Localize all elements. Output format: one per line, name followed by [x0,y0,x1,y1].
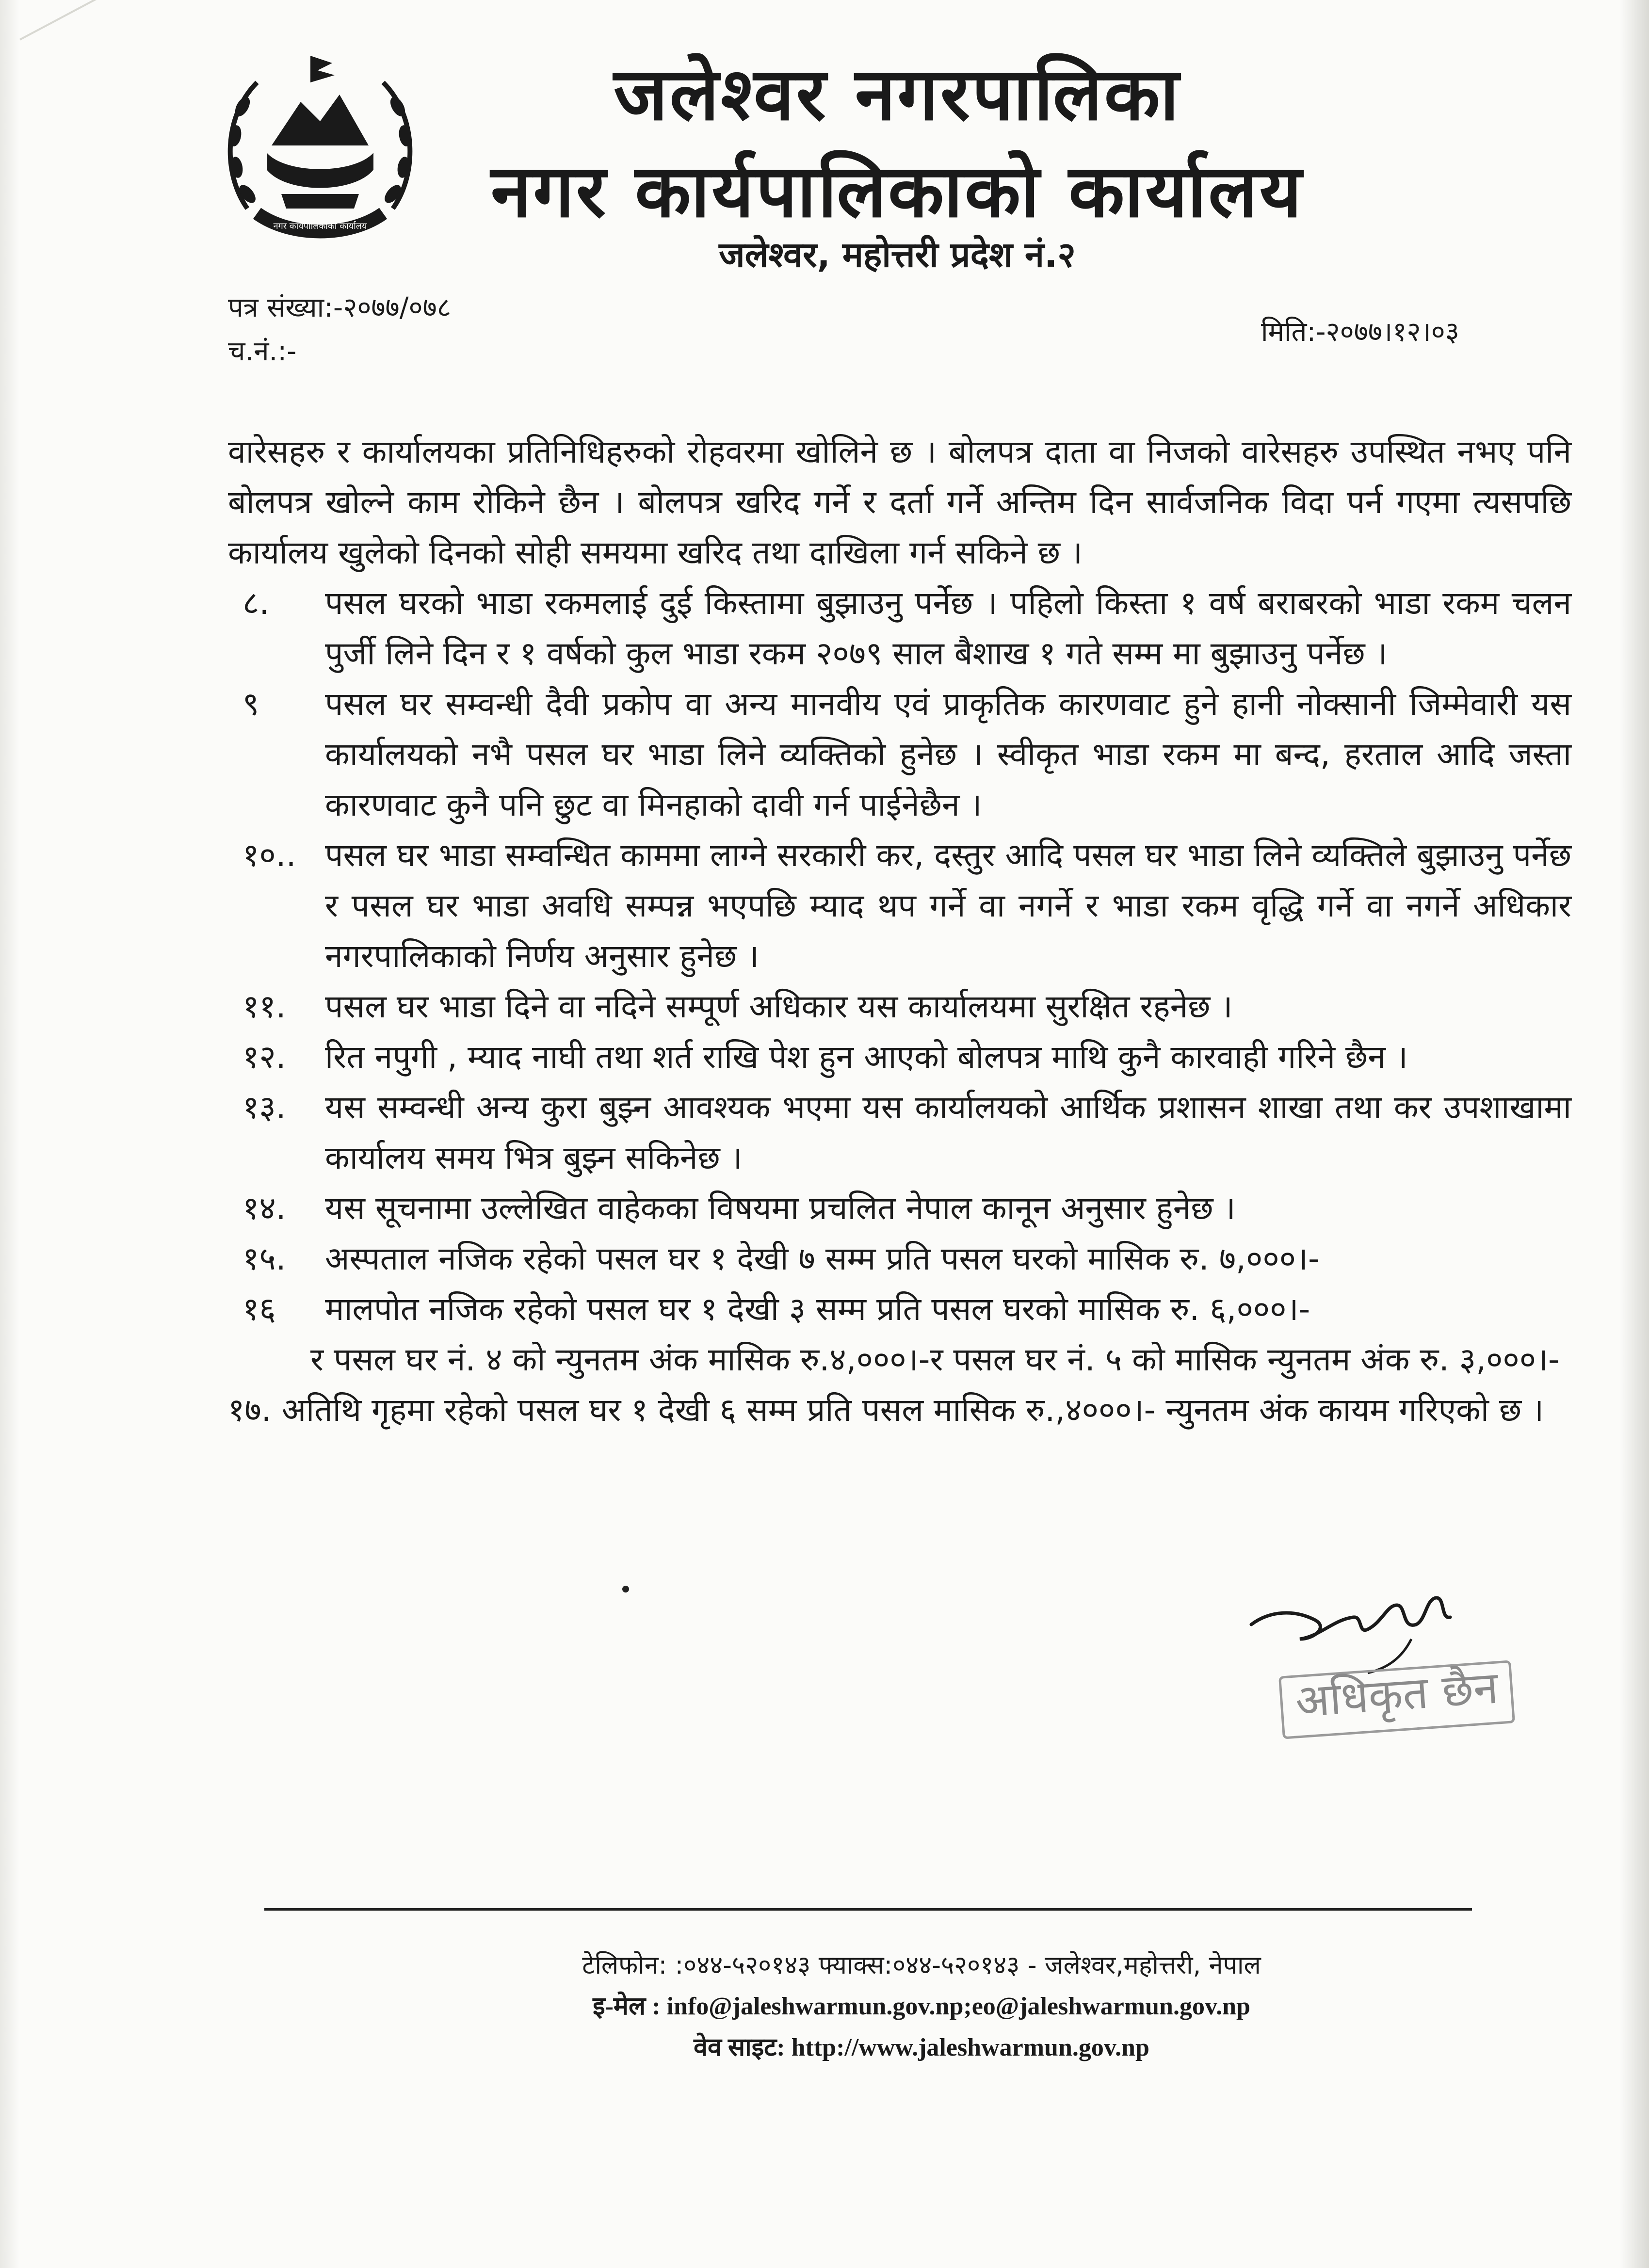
list-item [228,981,1571,1032]
item-number: ९ [242,685,259,723]
list-item [228,1183,1571,1234]
org-title: जलेश्वर नगरपालिका [614,52,1181,137]
letter-number: पत्र संख्या:-२०७७/०७८ [228,292,451,323]
item-text: पसल घर सम्वन्धी दैवी प्रकोप वा अन्य मानवीय एवं प्राकृतिक कारणवाट हुने हानी नोक्सानी जिम्मेवारी यस कार्यालयको नभै पसल घर भाडा लिने व्यक्तिको हुनेछ । स्वीकृत भाडा रकम मा बन्द, हरताल आदि जस्ता कारणवाट कुनै पनि छुट वा मिनहाको दावी गर्न पाईनेछैन । [325,685,1571,823]
list-item-17: १७. अतिथि गृहमा रहेको पसल घर १ देखी ६ सम्म प्रति पसल मासिक रु.,४०००।- न्युनतम अंक कायम गरिएको छ । [228,1391,1544,1429]
list-item [228,578,1571,679]
list-item [228,679,1571,830]
item-16-continuation: र पसल घर नं. ४ को न्युनतम अंक मासिक रु.४,०००।-र पसल घर नं. ५ को मासिक न्युनतम अंक रु. ३,०००।- [310,1341,1560,1378]
item-number: १३. [242,1089,286,1126]
item-text: पसल घर भाडा सम्वन्धित काममा लाग्ने सरकारी कर, दस्तुर आदि पसल घर भाडा लिने व्यक्तिले बुझाउनु पर्नेछ र पसल घर भाडा अवधि सम्पन्न भएपछि म्याद थप गर्ने वा नगर्ने र भाडा रकम वृद्धि गर्ने वा नगर्ने अधिकार नगरपालिकाको निर्णय अनुसार हुनेछ । [325,836,1571,975]
list-item [228,1032,1571,1082]
dispatch-number: च.नं.:- [228,336,297,367]
list-item [228,830,1571,981]
nepal-emblem-icon [213,48,427,252]
page-shadow-right [1620,0,1649,2268]
item-text: मालपोत नजिक रहेको पसल घर १ देखी ३ सम्म प्रति पसल घरको मासिक रु. ६,०००।- [325,1290,1310,1328]
item-text: अस्पताल नजिक रहेको पसल घर १ देखी ७ सम्म प्रति पसल घरको मासिक रु. ७,०००।- [325,1240,1320,1277]
footer-website: वेव साइट: http://www.jaleshwarmun.gov.np [694,2034,1149,2061]
item-text: रित नपुगी , म्याद नाघी तथा शर्त राखि पेश हुन आएको बोलपत्र माथि कुनै कारवाही गरिने छैन । [325,1038,1408,1076]
footer-contact: टेलिफोन: :०४४-५२०१४३ फ्याक्स:०४४-५२०१४३ - जलेश्वर,महोत्तरी, नेपाल [582,1951,1261,1980]
item-text: पसल घरको भाडा रकमलाई दुई किस्तामा बुझाउनु पर्नेछ । पहिलो किस्ता १ वर्ष बराबरको भाडा रकम चलन पुर्जी लिने दिन र १ वर्षको कुल भाडा रकम २०७९ साल बैशाख १ गते सम्म मा बुझाउनु पर्नेछ । [325,584,1571,672]
office-address: जलेश्वर, महोत्तरी प्रदेश नं.२ [719,234,1076,275]
item-number: ११. [242,988,286,1025]
letter-body [228,427,1571,1435]
svg-text:नगर कार्यपालिकाको कार्यालय: नगर कार्यपालिकाको कार्यालय [273,221,367,231]
list-item [228,1234,1571,1284]
item-text: यस सूचनामा उल्लेखित वाहेकका विषयमा प्रचलित नेपाल कानून अनुसार हुनेछ । [325,1190,1236,1227]
ink-dot [622,1586,629,1592]
list-item [228,1082,1571,1183]
item-text: यस सम्वन्धी अन्य कुरा बुझ्न आवश्यक भएमा यस कार्यालयको आर्थिक प्रशासन शाखा तथा कर उपशाखामा कार्यालय समय भित्र बुझ्न सकिनेछ । [325,1089,1571,1176]
office-title: नगर कार्यपालिकाको कार्यालय [491,149,1304,234]
intro-paragraph: वारेसहरु र कार्यालयका प्रतिनिधिहरुको रोहवरमा खोलिने छ । बोलपत्र दाता वा निजको वारेसहरु उपस्थित नभए पनि बोलपत्र खोल्ने काम रोकिने छैन । बोलपत्र खरिद गर्ने र दर्ता गर्ने अन्तिम दिन सार्वजनिक विदा पर्न गएमा त्यसपछि कार्यालय खुलेको दिनको सोही समयमा खरिद तथा दाखिला गर्न सकिने छ । [228,433,1571,571]
page-shadow-left [0,0,19,2268]
list-item [228,1284,1571,1335]
letter-date: मिति:-२०७७।१२।०३ [1261,316,1459,348]
official-stamp: अधिकृत छैन [1293,1661,1500,1728]
item-number: ८. [242,584,270,622]
item-number: १०.. [242,836,296,874]
item-number: १४. [242,1190,286,1227]
item-number: १२. [242,1038,286,1076]
item-number: १५. [242,1240,286,1277]
item-number: १६ [242,1290,276,1328]
footer-divider [264,1908,1472,1911]
paper-crease [19,0,175,41]
item-text: पसल घर भाडा दिने वा नदिने सम्पूर्ण अधिकार यस कार्यालयमा सुरक्षित रहनेछ । [325,988,1233,1025]
footer-email: इ-मेल : info@jaleshwarmun.gov.np;eo@jaleshwarmun.gov.np [593,1993,1250,2020]
